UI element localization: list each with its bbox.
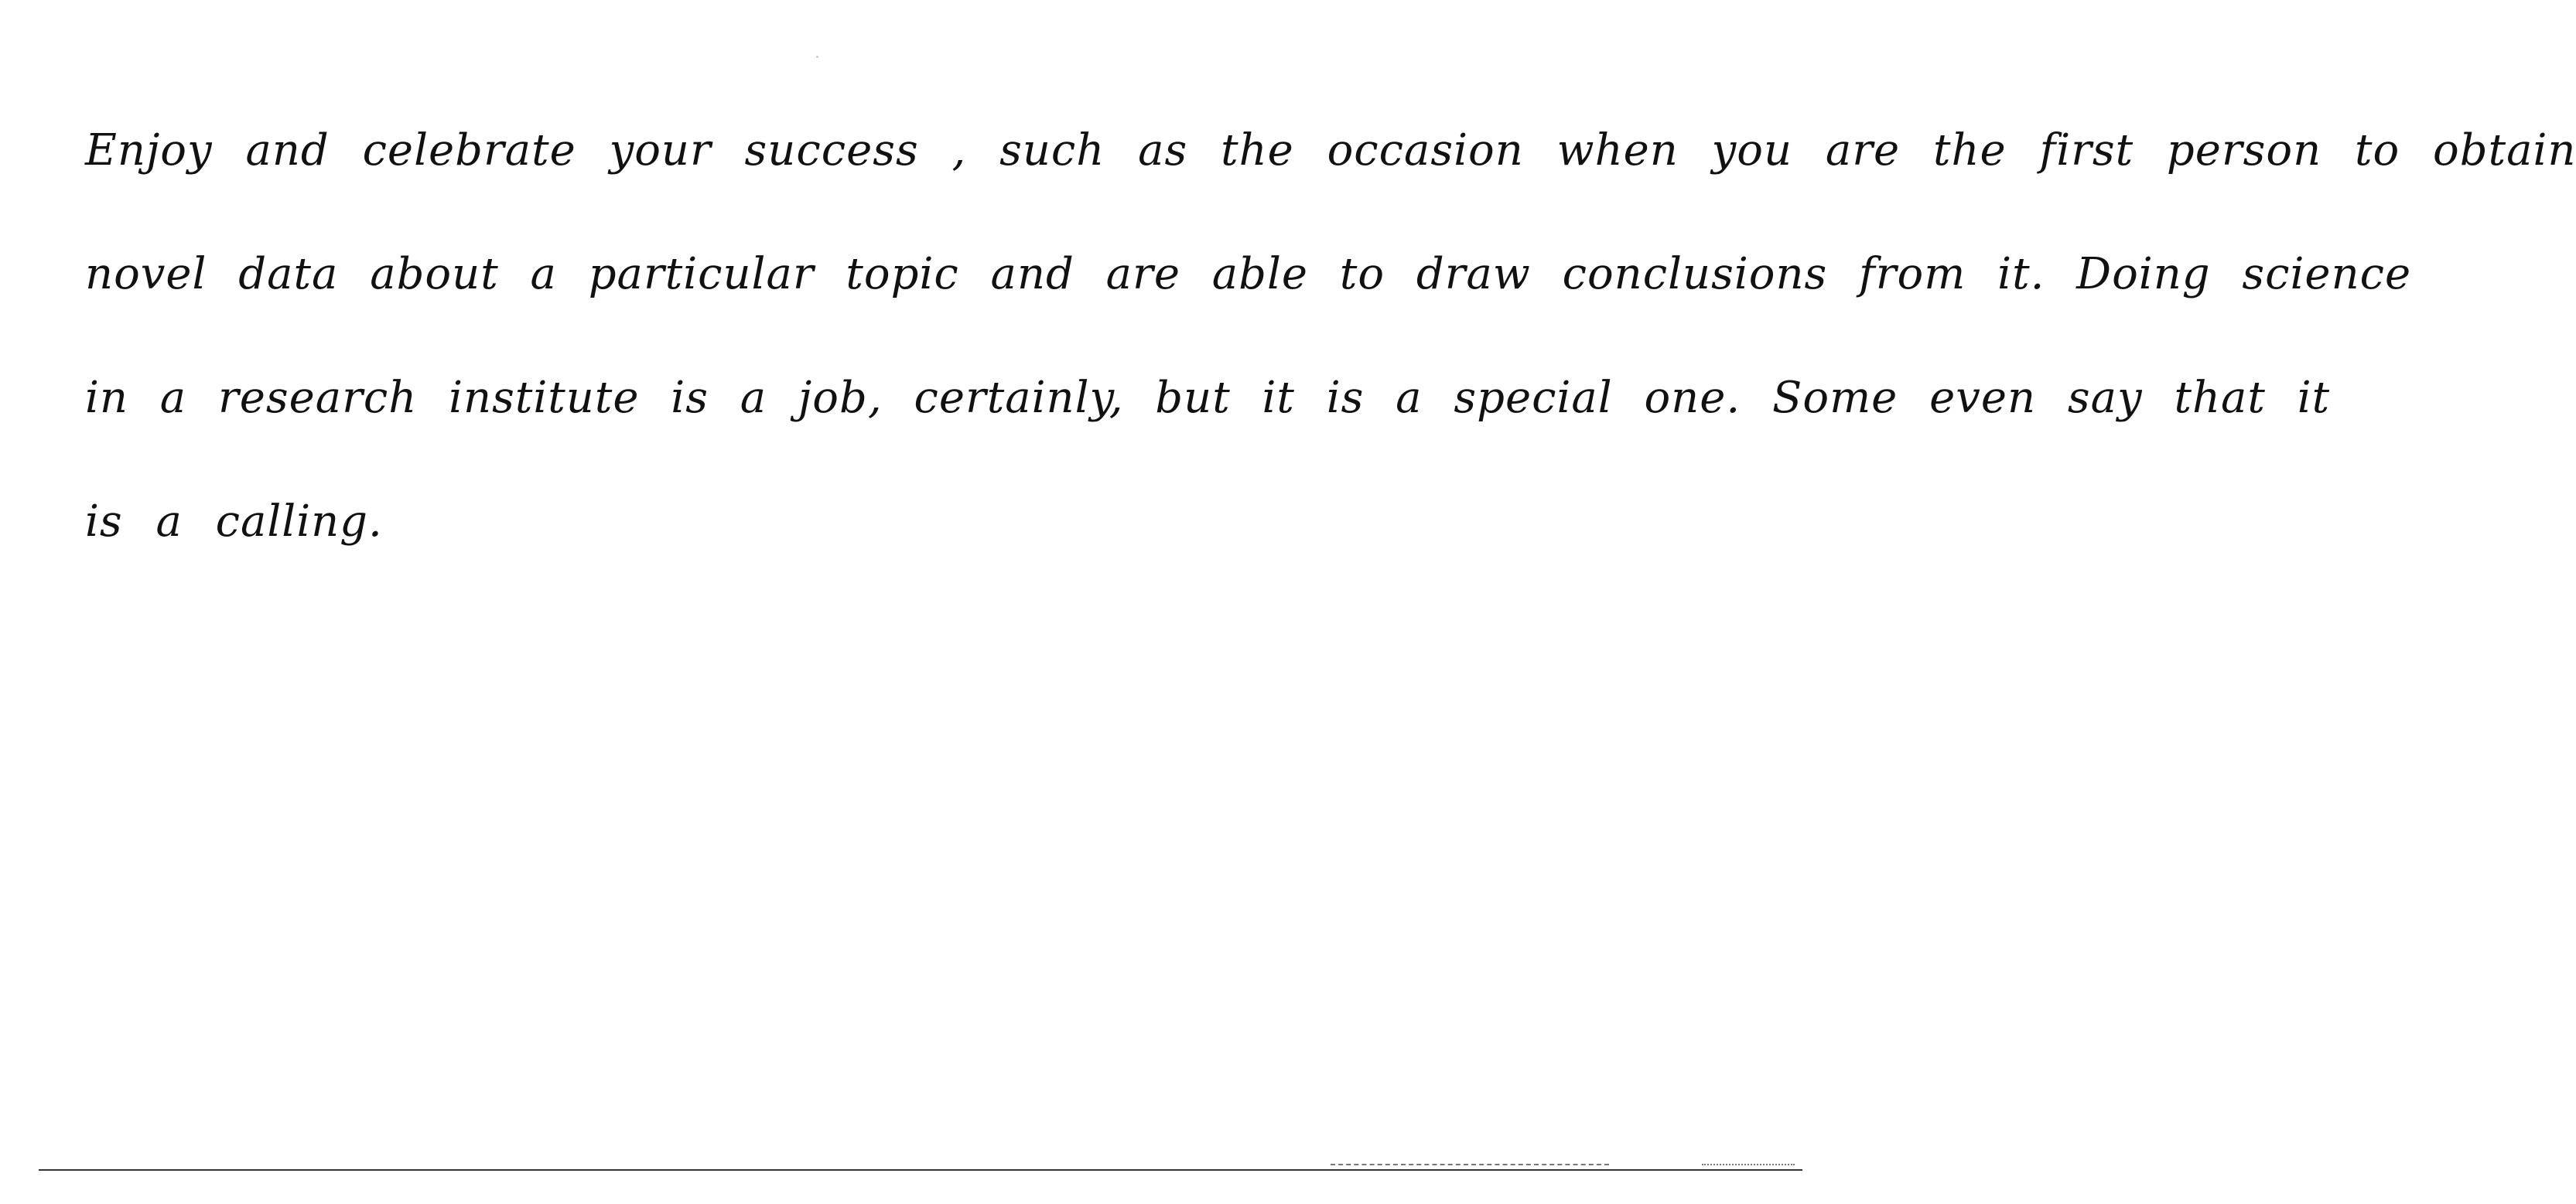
handwritten-line-4: is a calling. xyxy=(85,496,383,547)
handwritten-line-3: in a research institute is a job, certainly, but it is a special one. Some even say that it xyxy=(85,373,2331,423)
bottom-rule xyxy=(39,1169,1802,1171)
paper-speck xyxy=(816,56,818,58)
handwritten-line-1: Enjoy and celebrate your success , such as the occasion when you are the first person to obtain xyxy=(85,125,2576,176)
handwritten-line-2: novel data about a particular topic and are able to draw conclusions from it. Doing science xyxy=(85,249,2412,299)
bottom-rule-dashed-segment xyxy=(1331,1164,1609,1165)
handwritten-paragraph xyxy=(85,89,2576,584)
bottom-rule-dotted-segment xyxy=(1702,1164,1795,1165)
